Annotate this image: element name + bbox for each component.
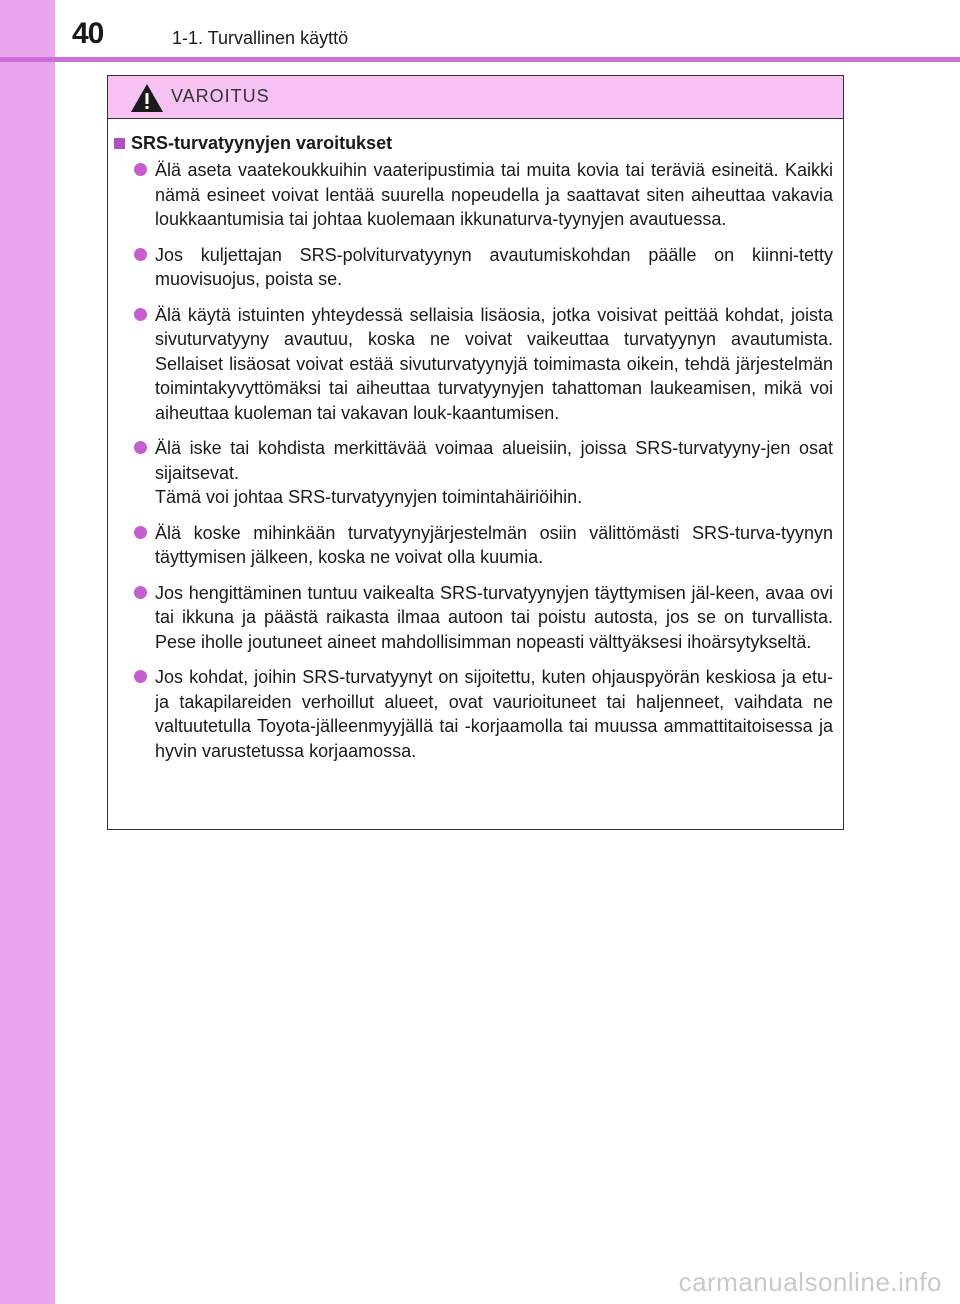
bullet-dot-icon — [134, 308, 147, 321]
subheading — [114, 133, 833, 154]
list-item-text: Älä käytä istuinten yhteydessä sellaisia lisäosia, jotka voisivat peittää kohdat, joista sivuturvatyyny avautuu, koska ne voivat vaikeuttaa turvatyynyn avautumista. Sellaiset lisäosat voivat estää sivuturvatyynyjä toimimasta oikein, tehdä järjestelmän toimintakyvyttömäksi tai aiheuttaa turvatyynyjen tahattoman laukeamisen, mikä voi aiheuttaa kuoleman tai vakavan louk-kaantumisen. — [155, 304, 833, 423]
watermark: carmanualsonline.info — [678, 1267, 942, 1297]
bullet-dot-icon — [134, 670, 147, 683]
warning-header — [108, 76, 843, 119]
list-item — [134, 436, 833, 510]
list-item — [134, 581, 833, 655]
bullet-dot-icon — [134, 586, 147, 599]
bullet-dot-icon — [134, 163, 147, 176]
subheading-text: SRS-turvatyynyjen varoitukset — [131, 133, 393, 153]
warning-triangle-icon — [130, 83, 164, 113]
warning-box — [107, 75, 844, 830]
list-item-text: Jos hengittäminen tuntuu vaikealta SRS-turvatyynyjen täyttymisen jäl-keen, avaa ovi tai ikkuna ja päästä raikasta ilmaa autoon tai poistu autosta, jos se on turvallista. Pese iholle joutuneet aineet mahdollisimman nopeasti välttyäksesi ihoärsytykseltä. — [155, 582, 833, 652]
header-rule — [0, 57, 960, 62]
bullet-dot-icon — [134, 248, 147, 261]
section-title: 1-1. Turvallinen käyttö — [172, 28, 349, 48]
page-number: 40 — [72, 17, 104, 50]
list-item — [134, 243, 833, 292]
list-item — [134, 665, 833, 763]
list-item — [134, 303, 833, 426]
bullet-dot-icon — [134, 526, 147, 539]
list-item-text: Älä koske mihinkään turvatyynyjärjestelmän osiin välittömästi SRS-turva-tyynyn täyttymisen jälkeen, koska ne voivat olla kuumia. — [155, 522, 833, 567]
side-color-band — [0, 0, 55, 1304]
list-item — [134, 521, 833, 570]
list-item-text: Jos kuljettajan SRS-polviturvatyynyn avautumiskohdan päälle on kiinni-tetty muovisuojus, poista se. — [155, 244, 833, 289]
list-item-text: Älä aseta vaatekoukkuihin vaateripustimia tai muita kovia tai teräviä esineitä. Kaikki nämä esineet voivat lentää suurella nopeudella ja saattavat siten aiheuttaa vakavia loukkaantumisia tai johtaa kuolemaan ikkunaturva-tyynyjen avautuessa. — [155, 160, 833, 229]
warning-body — [108, 119, 843, 763]
warning-title: VAROITUS — [171, 86, 270, 106]
bullet-dot-icon — [134, 441, 147, 454]
square-bullet-icon — [114, 138, 125, 149]
list-item-text: Älä iske tai kohdista merkittävää voimaa alueisiin, joissa SRS-turvatyyny-jen osat sijaitsevat. Tämä voi johtaa SRS-turvatyynyjen toimintahäiriöihin. — [155, 438, 833, 507]
list-item-text: Jos kohdat, joihin SRS-turvatyynyt on sijoitettu, kuten ohjauspyörän keskiosa ja etu- ja takapilareiden verhoillut alueet, ovat vaurioituneet tai haljenneet, vaihdata ne valtuutetulla Toyota-jälleenmyyjällä tai -korjaamolla tai muussa ammattitaitoisessa ja hyvin varustetussa korjaamossa. — [155, 667, 833, 761]
list-item — [134, 158, 833, 232]
